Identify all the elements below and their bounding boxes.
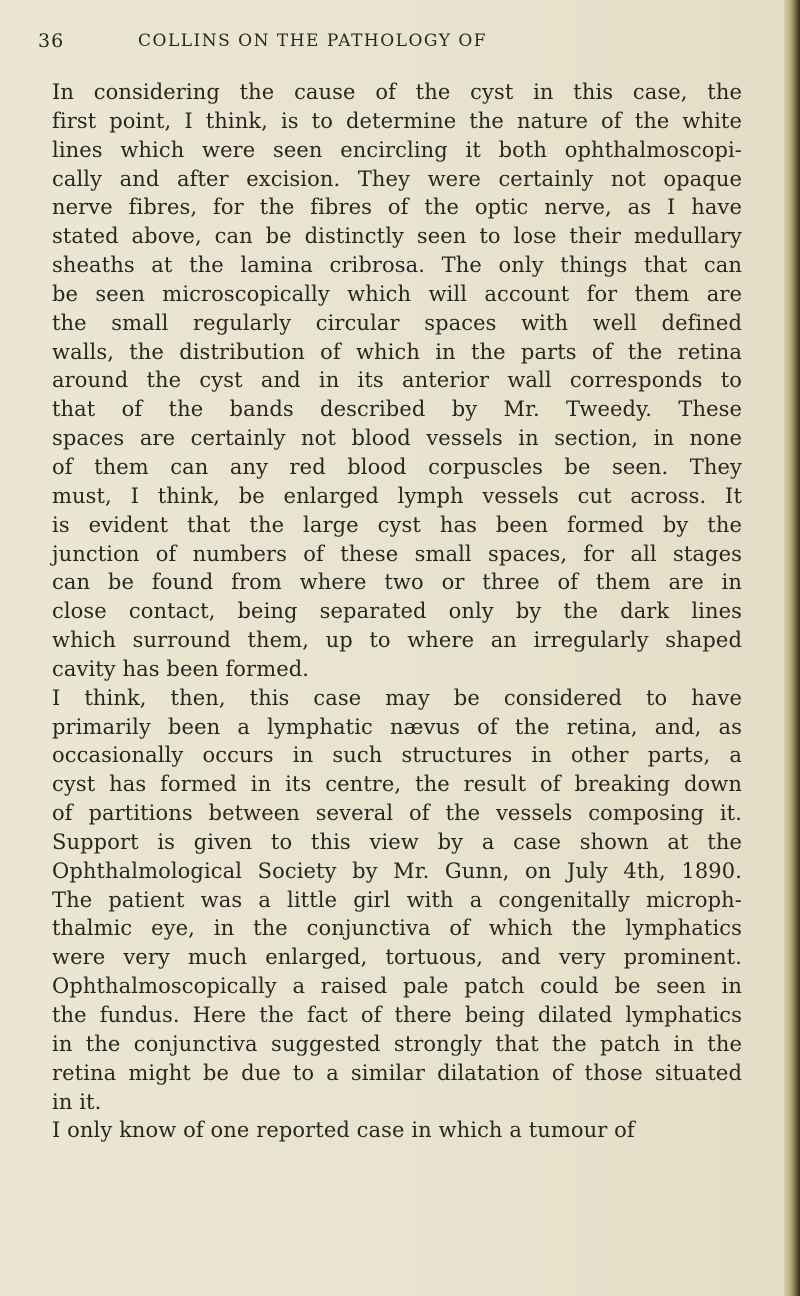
text-line: primarily been a lymphatic nævus of the retina, and, as <box>52 714 742 739</box>
text-line: first point, I think, is to determine the nature of the white <box>52 108 742 133</box>
text-line: Support is given to this view by a case shown at the <box>52 829 742 854</box>
text-line: nerve fibres, for the fibres of the optic nerve, as I have <box>52 195 742 220</box>
text-line: Ophthalmological Society by Mr. Gunn, on July 4th, 1890. <box>52 858 742 883</box>
text-line: which surround them, up to where an irregularly shaped <box>52 628 742 653</box>
text-line: be seen microscopically which will account for them are <box>52 281 742 306</box>
text-line: the small regularly circular spaces with well defined <box>52 310 742 335</box>
body-text <box>52 78 742 1145</box>
text-line: cyst has formed in its centre, the result of breaking down <box>52 772 742 797</box>
text-line: spaces are certainly not blood vessels in section, in none <box>52 426 742 451</box>
text-line: walls, the distribution of which in the parts of the retina <box>52 339 742 364</box>
text-line: The patient was a little girl with a congenitally microph- <box>52 887 742 912</box>
text-line: of them can any red blood corpuscles be seen. They <box>52 454 742 479</box>
text-line: in the conjunctiva suggested strongly that the patch in the <box>52 1031 742 1056</box>
text-line: is evident that the large cyst has been formed by the <box>52 512 742 537</box>
running-head <box>38 30 738 56</box>
text-line: junction of numbers of these small spaces, for all stages <box>52 541 742 566</box>
running-head-title: COLLINS ON THE PATHOLOGY OF <box>138 31 488 51</box>
text-line: In considering the cause of the cyst in this case, the <box>52 80 742 104</box>
text-line: that of the bands described by Mr. Tweedy. These <box>52 397 742 422</box>
text-line: were very much enlarged, tortuous, and very prominent. <box>52 945 742 970</box>
text-line: must, I think, be enlarged lymph vessels cut across. It <box>52 483 742 508</box>
text-line: sheaths at the lamina cribrosa. The only things that can <box>52 253 742 278</box>
text-line: Ophthalmoscopically a raised pale patch could be seen in <box>52 974 742 999</box>
text-line: cally and after excision. They were certainly not opaque <box>52 166 742 191</box>
text-line: close contact, being separated only by the dark lines <box>52 599 742 624</box>
text-line: I only know of one reported case in which a tumour of <box>52 1118 635 1143</box>
text-line: stated above, can be distinctly seen to lose their medullary <box>52 224 742 249</box>
text-line: the fundus. Here the fact of there being dilated lymphatics <box>52 1003 742 1027</box>
text-line: in it. <box>52 1089 102 1114</box>
text-line: lines which were seen encircling it both ophthalmoscopi- <box>52 137 742 162</box>
text-line: can be found from where two or three of them are in <box>52 570 742 595</box>
page-number: 36 <box>38 30 65 52</box>
text-line: of partitions between several of the vessels composing it. <box>52 801 742 826</box>
text-line: thalmic eye, in the conjunctiva of which the lymphatics <box>52 916 742 941</box>
text-line: retina might be due to a similar dilatation of those situated <box>52 1060 742 1085</box>
text-line: around the cyst and in its anterior wall corresponds to <box>52 368 742 393</box>
page-binding-edge <box>784 0 800 1296</box>
text-line: cavity has been formed. <box>52 656 310 681</box>
text-line: occasionally occurs in such structures in other parts, a <box>52 743 742 768</box>
text-line: I think, then, this case may be considered to have <box>52 685 742 710</box>
